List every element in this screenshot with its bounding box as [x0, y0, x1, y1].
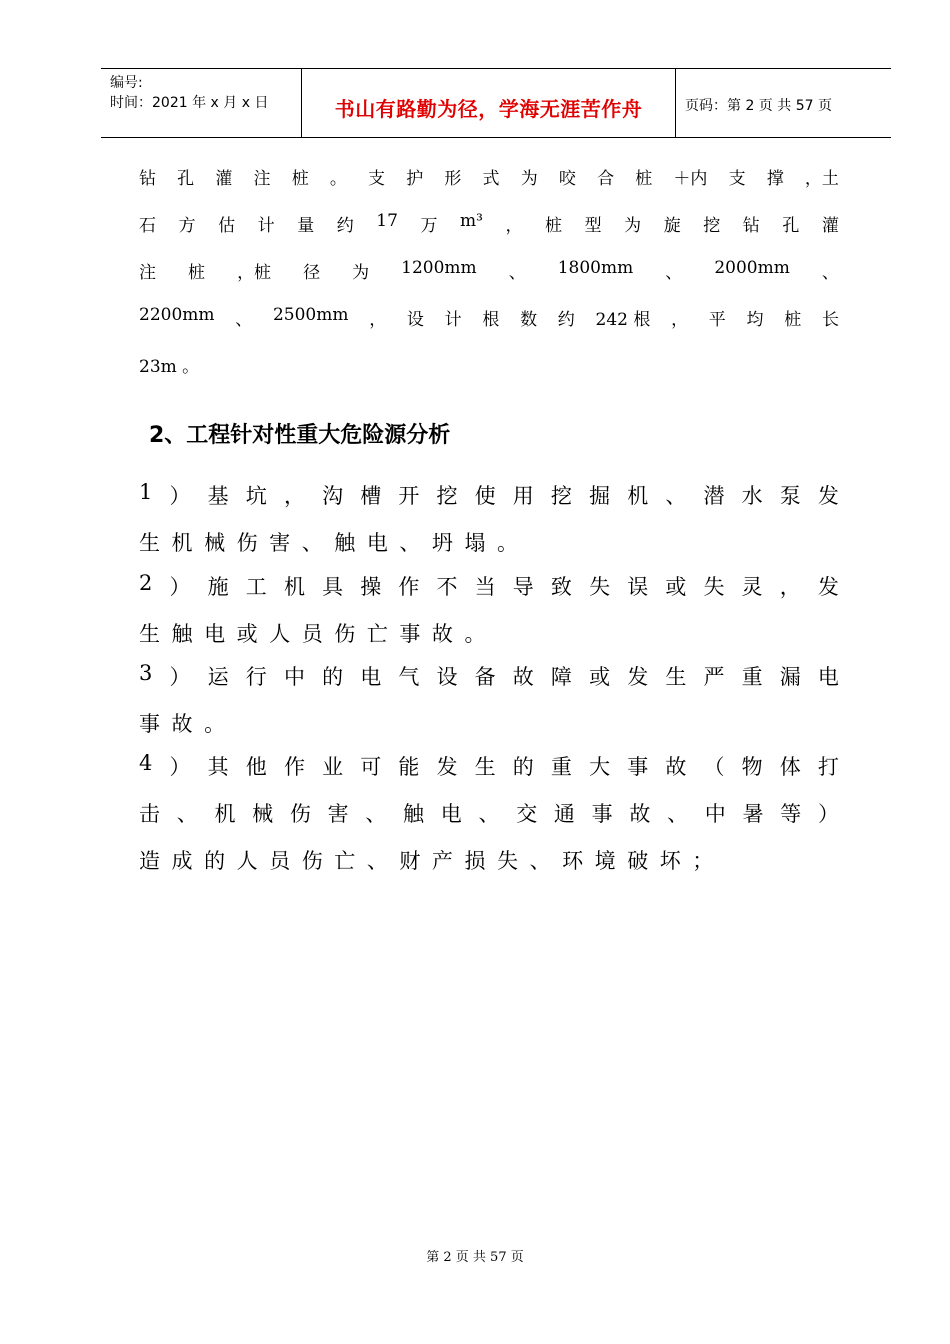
text-token: 发	[817, 484, 839, 508]
text-token: 2200mm	[139, 305, 215, 325]
text-token: 。	[204, 712, 226, 736]
text-token: 械	[204, 531, 226, 555]
text-token: 长	[821, 310, 839, 330]
text-token: 23m 。	[139, 357, 200, 377]
text-token: 员	[269, 849, 291, 873]
text-token: 他	[245, 755, 267, 779]
text-token: 钻	[139, 169, 156, 189]
number-label: 编号:	[110, 75, 143, 91]
header-meta	[101, 69, 302, 137]
text-token: 失	[589, 575, 611, 599]
text-token: 桩	[291, 169, 309, 189]
text-token: ；	[692, 849, 714, 873]
text-token: 咬	[558, 169, 576, 189]
text-token: 害	[327, 802, 349, 826]
text-token: 财	[399, 849, 421, 873]
text-token: ）	[169, 575, 191, 599]
text-token: 、	[667, 802, 689, 826]
text-token: 触	[403, 802, 425, 826]
text-token: 伤	[334, 622, 356, 646]
text-token: 坑	[245, 484, 267, 508]
text-token: 具	[322, 575, 344, 599]
text-line	[139, 211, 839, 236]
text-token: 的	[204, 849, 226, 873]
text-token: 电	[360, 665, 382, 689]
text-token: 使	[474, 484, 496, 508]
text-token: 均	[746, 310, 764, 330]
text-token: 灵	[741, 575, 763, 599]
text-token: 1	[139, 480, 153, 504]
text-token: 境	[594, 849, 616, 873]
text-token: 击	[139, 802, 160, 826]
text-token: 作	[398, 575, 420, 599]
text-token: 、	[235, 310, 253, 330]
text-token: 电	[204, 622, 226, 646]
page-header	[101, 68, 891, 138]
text-token: 伤	[289, 802, 311, 826]
text-token: 人	[236, 849, 258, 873]
text-token: 计	[257, 216, 275, 236]
text-token: 支	[368, 169, 386, 189]
text-token: 运	[207, 665, 229, 689]
text-token: 失	[703, 575, 725, 599]
text-token: 员	[301, 622, 323, 646]
text-token: 用	[512, 484, 534, 508]
text-token: 备	[474, 665, 496, 689]
section-heading: 2、工程针对性重大危险源分析	[149, 423, 451, 448]
text-token: 故	[431, 622, 453, 646]
text-token: 钻	[742, 216, 760, 236]
text-token: 石	[139, 216, 156, 236]
text-token: 不	[436, 575, 458, 599]
text-token: 约	[557, 310, 575, 330]
text-token: 交	[516, 802, 538, 826]
text-token: ＋内	[673, 169, 708, 189]
text-token: 根	[482, 310, 500, 330]
text-token: 坍	[431, 531, 453, 555]
text-token: 。	[464, 622, 486, 646]
text-token: 械	[252, 802, 274, 826]
text-token: 撑	[766, 169, 784, 189]
text-token: 2500mm	[272, 305, 349, 325]
text-token: 2	[139, 571, 153, 595]
text-token: 方	[178, 216, 196, 236]
text-token: 、	[821, 263, 839, 283]
text-token: 塌	[464, 531, 486, 555]
text-token: 气	[398, 665, 420, 689]
text-token: 操	[360, 575, 382, 599]
text-token: ）	[817, 802, 839, 826]
text-token: 机	[171, 531, 193, 555]
text-token: 中	[704, 802, 726, 826]
text-token: 生	[139, 622, 160, 646]
text-token: 设	[406, 310, 424, 330]
text-token: 、	[301, 531, 323, 555]
text-token: 物	[741, 755, 763, 779]
text-token: 数	[520, 310, 538, 330]
text-token: 作	[283, 755, 305, 779]
text-token: 电	[366, 531, 388, 555]
text-token: 产	[431, 849, 453, 873]
text-token: ，	[283, 484, 305, 508]
text-token: 机	[214, 802, 236, 826]
text-token: m³	[460, 211, 483, 231]
text-token: 失	[497, 849, 519, 873]
text-token: 体	[779, 755, 801, 779]
text-token: 开	[398, 484, 420, 508]
text-token: 的	[322, 665, 344, 689]
text-token: ）	[169, 755, 191, 779]
text-token: 为	[352, 263, 370, 283]
text-token: 1800mm	[557, 258, 634, 278]
text-token: 合	[597, 169, 615, 189]
text-token: 、	[366, 849, 388, 873]
text-line	[139, 305, 839, 330]
text-token: 故	[665, 755, 687, 779]
text-token: 灌	[215, 169, 233, 189]
text-token: 电	[817, 665, 839, 689]
text-token: 17	[376, 211, 398, 231]
text-token: 、	[665, 263, 683, 283]
text-token: 工	[245, 575, 267, 599]
text-token: 挖	[703, 216, 721, 236]
text-token: 亡	[334, 849, 356, 873]
text-token: ，桩	[237, 263, 272, 283]
text-token: 的	[512, 755, 534, 779]
text-token: 漏	[779, 665, 801, 689]
text-token: 约	[336, 216, 354, 236]
text-token: 为	[624, 216, 642, 236]
text-token: 伤	[301, 849, 323, 873]
text-token: 电	[440, 802, 462, 826]
text-token: 事	[139, 712, 160, 736]
text-token: 、	[665, 484, 687, 508]
header-page-label: 页码：第 2 页 共 57 页	[685, 98, 832, 114]
text-token: 3	[139, 661, 153, 685]
text-token: 估	[218, 216, 236, 236]
text-token: 水	[741, 484, 763, 508]
text-token: ）	[169, 484, 191, 508]
text-token: 暑	[742, 802, 764, 826]
time-label: 时间：2021 年 x 月 x 日	[110, 95, 269, 111]
text-token: 行	[245, 665, 267, 689]
text-token: 式	[482, 169, 500, 189]
text-token: 、	[176, 802, 198, 826]
text-token: 计	[444, 310, 462, 330]
text-token: 2000mm	[714, 258, 790, 278]
text-token: 损	[464, 849, 486, 873]
text-token: 环	[562, 849, 584, 873]
page-footer: 第 2 页 共 57 页	[426, 1250, 524, 1265]
text-token: 量	[297, 216, 315, 236]
text-token: 生	[474, 755, 496, 779]
text-line	[139, 258, 839, 283]
text-token: 害	[269, 531, 291, 555]
text-token: 万	[420, 216, 438, 236]
text-token: 重	[550, 755, 572, 779]
text-token: 1200mm	[401, 258, 477, 278]
text-token: 、	[478, 802, 500, 826]
text-token: 通	[553, 802, 575, 826]
text-token: 4	[139, 751, 153, 775]
text-token: 或	[236, 622, 258, 646]
text-token: 挖	[550, 484, 572, 508]
text-token: 施	[207, 575, 229, 599]
text-token: 亡	[366, 622, 388, 646]
header-motto: 书山有路勤为径，学海无涯苦作舟	[302, 69, 676, 137]
text-token: 触	[334, 531, 356, 555]
text-token: 掘	[589, 484, 611, 508]
text-line	[139, 618, 839, 648]
text-token: 重	[741, 665, 763, 689]
text-token: 大	[589, 755, 611, 779]
text-token: 径	[303, 263, 321, 283]
text-token: 平	[708, 310, 726, 330]
text-token: 发	[817, 575, 839, 599]
text-line	[139, 798, 839, 828]
text-token: 误	[627, 575, 649, 599]
text-token: 故	[512, 665, 534, 689]
text-token: （	[703, 755, 725, 779]
text-token: 致	[550, 575, 572, 599]
text-token: 242 根	[595, 310, 651, 330]
text-token: 机	[627, 484, 649, 508]
text-token: 机	[283, 575, 305, 599]
text-token: 。	[497, 531, 519, 555]
text-line	[139, 527, 839, 557]
text-token: 、	[399, 531, 421, 555]
text-token: 伤	[236, 531, 258, 555]
text-token: ，	[671, 310, 689, 330]
text-line	[139, 845, 839, 875]
text-token: 、	[529, 849, 551, 873]
text-token: 破	[627, 849, 649, 873]
text-token: 潜	[703, 484, 725, 508]
text-token: 当	[474, 575, 496, 599]
text-token: 坏	[659, 849, 681, 873]
text-token: 注	[253, 169, 271, 189]
text-token: 型	[584, 216, 602, 236]
text-line	[139, 751, 839, 781]
text-token: 等	[780, 802, 802, 826]
text-token: 能	[398, 755, 420, 779]
text-line	[139, 571, 839, 601]
text-token: 支	[728, 169, 746, 189]
text-token: 业	[322, 755, 344, 779]
text-token: ，	[779, 575, 801, 599]
text-token: ，	[369, 310, 387, 330]
text-token: ）	[169, 665, 191, 689]
text-token: 设	[436, 665, 458, 689]
text-token: 注	[139, 263, 156, 283]
text-token: 生	[139, 531, 160, 555]
text-token: 事	[591, 802, 613, 826]
text-line	[139, 352, 839, 377]
text-token: 、	[508, 263, 526, 283]
text-token: 人	[269, 622, 291, 646]
text-token: 发	[436, 755, 458, 779]
text-token: 中	[283, 665, 305, 689]
text-token: ，土	[804, 169, 839, 189]
text-token: 打	[817, 755, 839, 779]
text-token: 形	[444, 169, 462, 189]
text-token: 其	[207, 755, 229, 779]
text-line	[139, 164, 839, 189]
text-token: 事	[399, 622, 421, 646]
text-token: 基	[207, 484, 229, 508]
text-token: 挖	[436, 484, 458, 508]
text-token: 桩	[545, 216, 563, 236]
text-token: ，	[505, 216, 523, 236]
text-token: 故	[171, 712, 193, 736]
text-token: 发	[627, 665, 649, 689]
text-token: 孔	[177, 169, 195, 189]
text-token: 事	[627, 755, 649, 779]
text-token: 造	[139, 849, 160, 873]
text-token: 生	[665, 665, 687, 689]
text-token: 严	[703, 665, 725, 689]
text-token: 故	[629, 802, 651, 826]
text-token: 桩	[635, 169, 653, 189]
text-token: 或	[665, 575, 687, 599]
text-token: 成	[171, 849, 193, 873]
text-token: 、	[365, 802, 387, 826]
text-token: 导	[512, 575, 534, 599]
text-token: 可	[360, 755, 382, 779]
text-token: 桩	[188, 263, 206, 283]
text-token: 为	[520, 169, 538, 189]
text-line	[139, 708, 839, 738]
text-token: 护	[406, 169, 424, 189]
text-token: 或	[589, 665, 611, 689]
text-token: 旋	[663, 216, 681, 236]
text-token: 灌	[821, 216, 839, 236]
text-token: 。	[329, 169, 347, 189]
text-token: 障	[550, 665, 572, 689]
text-token: 槽	[360, 484, 382, 508]
text-line	[139, 480, 839, 510]
text-token: 桩	[784, 310, 802, 330]
text-token: 沟	[322, 484, 344, 508]
text-token: 孔	[782, 216, 800, 236]
text-token: 触	[171, 622, 193, 646]
text-line	[139, 661, 839, 691]
text-token: 泵	[779, 484, 801, 508]
